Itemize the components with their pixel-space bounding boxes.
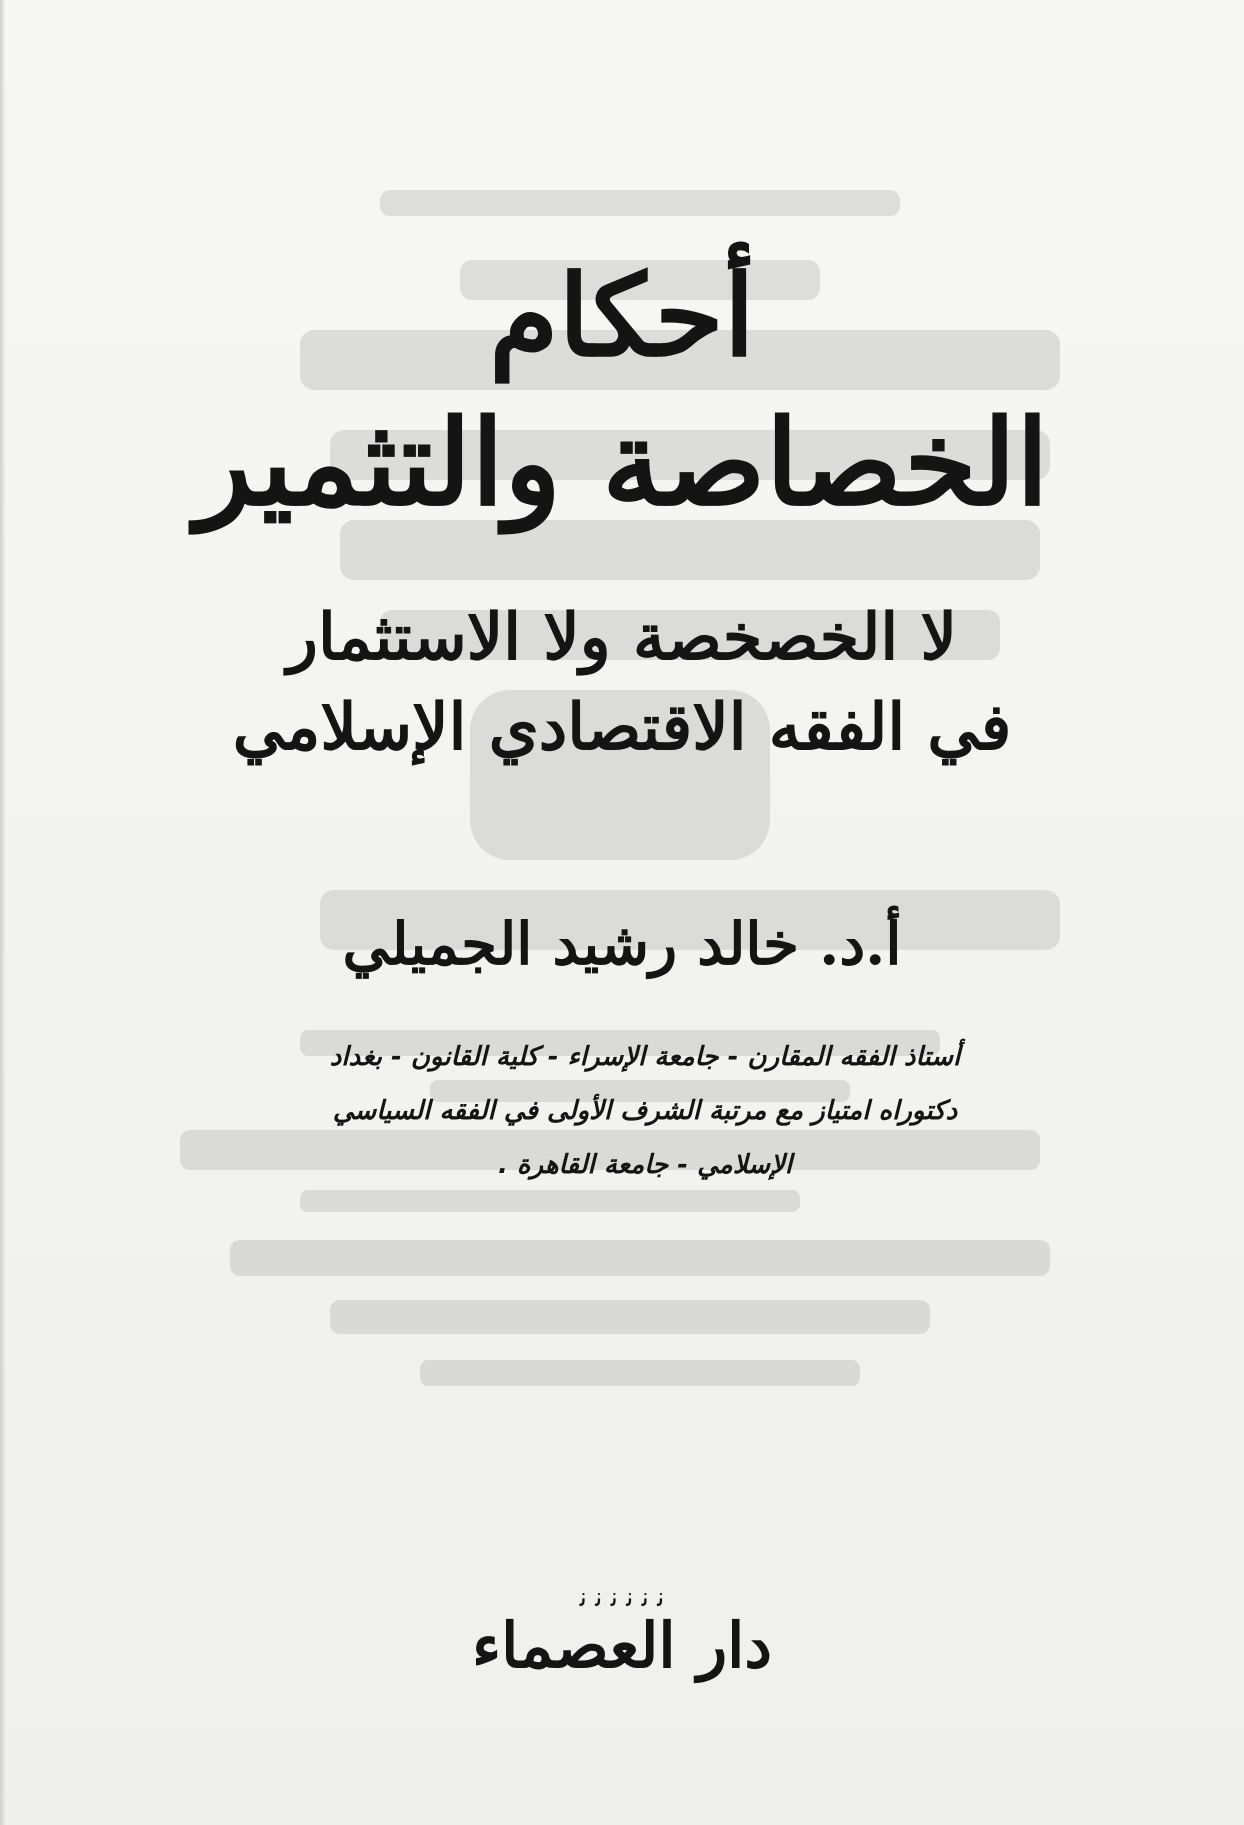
title-line-1: أحكام: [489, 251, 755, 382]
credential-line: الإسلامي - جامعة القاهرة .: [497, 1150, 793, 1180]
title-line-2: الخصاصة والتثمير: [195, 393, 1049, 532]
author-name: أ.د. خالد رشيد الجميلي: [342, 910, 902, 978]
credential-line: دكتوراه امتياز مع مرتبة الشرف الأولى في الفقه السياسي: [332, 1096, 958, 1126]
subtitle-line-2: في الفقه الاقتصادي الإسلامي: [232, 690, 1012, 765]
bleed-texture: [0, 170, 1244, 1590]
show-through-bleed: [0, 170, 1244, 1590]
publisher-logo: [0, 1585, 1244, 1681]
publisher-ornament: ﻧ ﻧ ﻧ ﻧ ﻧ ﻧ: [579, 1583, 665, 1613]
publisher-name: دار العصماء: [471, 1609, 773, 1682]
author-credentials: [290, 1030, 1000, 1192]
credential-line: أستاذ الفقه المقارن - جامعة الإسراء - كلية القانون - بغداد: [329, 1042, 961, 1072]
subtitle-line-1: لا الخصخصة ولا الاستثمار: [287, 600, 957, 675]
